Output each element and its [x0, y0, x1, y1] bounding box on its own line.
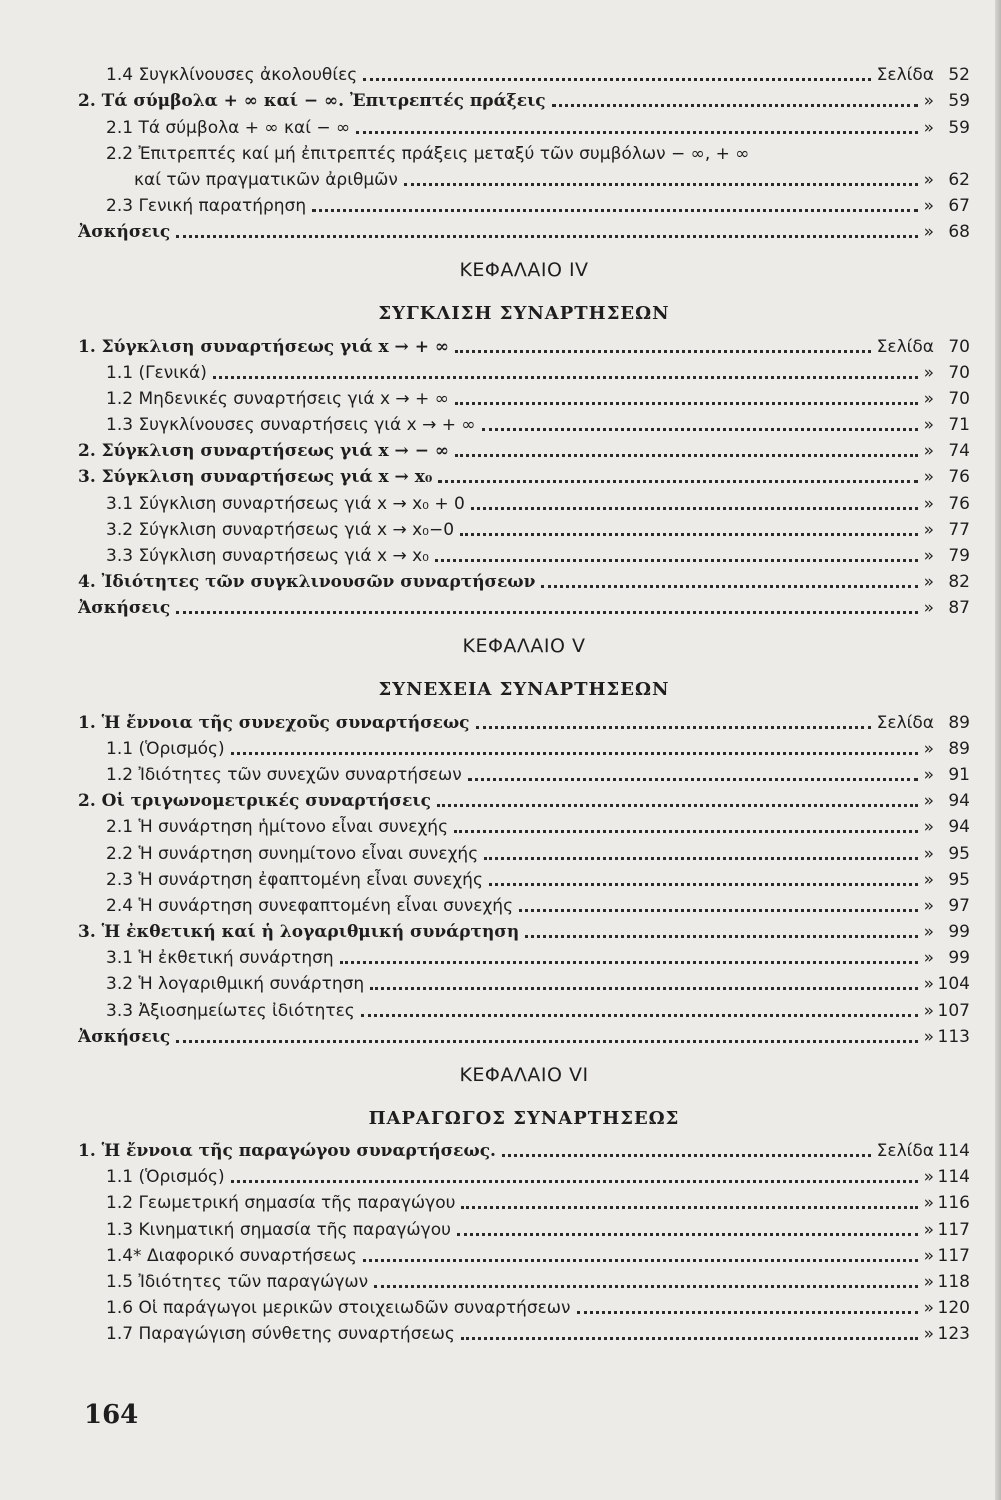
toc-page-number: 99 [948, 922, 970, 943]
toc-page-number: 79 [948, 546, 970, 566]
toc-page-number: 70 [948, 362, 970, 383]
toc-page-number: 59 [948, 91, 970, 112]
toc-page-number: 95 [948, 843, 970, 864]
toc-entry-text: 1.1 (Ὁρισμός) [106, 1167, 225, 1188]
page-label: » [923, 764, 934, 785]
toc-page-number: 91 [948, 764, 970, 785]
toc-page-number: 89 [948, 712, 970, 733]
toc-page-number: 97 [948, 895, 970, 916]
toc-entry [78, 593, 970, 619]
dot-leader [340, 961, 918, 964]
toc-page-number: 95 [948, 869, 970, 890]
toc-entry-text: 3. Ἡ ἐκθετική καί ἡ λογαριθμική συνάρτηση [78, 922, 520, 943]
toc-page-number: 76 [948, 467, 970, 488]
toc-entry [78, 410, 970, 436]
dot-leader [312, 209, 917, 212]
toc-entry [78, 358, 970, 384]
toc-page-number: 82 [948, 572, 970, 593]
toc-entry [78, 60, 970, 86]
toc-entry [78, 1162, 970, 1188]
page-label: Σελίδα [876, 712, 934, 733]
dot-leader [460, 533, 918, 536]
toc-entry [78, 86, 970, 112]
page-label: » [923, 572, 934, 593]
toc-entry-text: 1.3 Συγκλίνουσες συναρτήσεις γιά x → + ∞ [106, 415, 476, 436]
toc-page-number: 89 [948, 738, 970, 759]
page-label: » [923, 1026, 934, 1047]
dot-leader [519, 909, 918, 912]
dot-leader [577, 1311, 918, 1314]
toc-entry [78, 191, 970, 217]
dot-leader [502, 1154, 871, 1157]
dot-leader [437, 804, 918, 807]
toc-entry-text: 2.4 Ἡ συνάρτηση συνεφαπτομένη εἶναι συνεχής [106, 895, 514, 916]
page-label: » [923, 519, 934, 540]
page-label: » [923, 388, 934, 409]
dot-leader [461, 1206, 917, 1209]
page-label: Σελίδα [876, 1141, 934, 1161]
toc-entry-text: 1. Ἡ ἔννοια τῆς συνεχοῦς συναρτήσεως [78, 712, 470, 733]
page-label: » [923, 91, 934, 112]
toc-entry-text: 1.3 Κινηματική σημασία τῆς παραγώγου [106, 1219, 451, 1240]
dot-leader [176, 235, 917, 238]
toc-entry-text: 1.2 Μηδενικές συναρτήσεις γιά x → + ∞ [106, 388, 449, 409]
toc-entry [78, 760, 970, 786]
dot-leader [455, 402, 918, 405]
toc-entry [78, 786, 970, 812]
page-label: » [923, 738, 934, 759]
toc-entry-text: 1.4* Διαφορικό συναρτήσεως [106, 1245, 357, 1266]
toc-entry [78, 515, 970, 541]
toc-entry-text: 3.3 Σύγκλιση συναρτήσεως γιά x → x₀ [106, 546, 429, 566]
toc-page-number: 118 [937, 1271, 970, 1292]
page-label: » [923, 1298, 934, 1319]
page-label: » [923, 1271, 934, 1292]
toc-page-number: 113 [937, 1026, 970, 1047]
dot-leader [461, 1337, 918, 1340]
toc-entry [78, 488, 970, 514]
chapter-heading: ΚΕΦΑΛΑΙΟ VI [459, 1063, 589, 1086]
toc-entry-text: 1.4 Συγκλίνουσες ἀκολουθίες [106, 65, 358, 86]
toc-page-number: 59 [948, 117, 970, 138]
dot-leader [374, 1285, 917, 1288]
toc-entry [78, 943, 970, 969]
page-label: » [923, 222, 934, 243]
page-label: » [923, 467, 934, 488]
toc-entry [78, 1214, 970, 1240]
dot-leader [457, 1233, 918, 1236]
toc-page-number: 99 [948, 948, 970, 969]
toc-page-number: 104 [937, 974, 970, 995]
page-label: » [923, 974, 934, 995]
chapter-title: ΠΑΡΑΓΩΓΟΣ ΣΥΝΑΡΤΗΣΕΩΣ [368, 1107, 680, 1129]
toc-entry-text: 2.3 Ἡ συνάρτηση ἐφαπτομένη εἶναι συνεχής [106, 869, 483, 890]
toc-page-number: 70 [948, 388, 970, 409]
page-label: » [923, 362, 934, 383]
table-of-contents [78, 60, 970, 1345]
dot-leader [489, 883, 918, 886]
toc-page-number: 116 [937, 1193, 970, 1214]
toc-entry [78, 995, 970, 1021]
toc-entry-text: Ἀσκήσεις [78, 598, 171, 619]
toc-entry-text: 1. Ἡ ἔννοια τῆς παραγώγου συναρτήσεως. [78, 1141, 496, 1161]
page-label: » [923, 869, 934, 890]
toc-entry-text: 1.2 Γεωμετρική σημασία τῆς παραγώγου [106, 1193, 456, 1214]
toc-page-number: 68 [948, 222, 970, 243]
dot-leader [356, 131, 917, 134]
toc-entry-text: 3.3 Ἀξιοσημείωτες ἰδιότητες [106, 1000, 355, 1021]
toc-entry-text: 1.5 Ἰδιότητες τῶν παραγώγων [106, 1271, 369, 1292]
dot-leader [176, 611, 917, 614]
dot-leader [455, 350, 871, 353]
dot-leader [454, 830, 918, 833]
toc-page-number: 94 [948, 817, 970, 838]
toc-entry [78, 1319, 970, 1345]
chapter-title: ΣΥΓΚΛΙΣΗ ΣΥΝΑΡΤΗΣΕΩΝ [378, 303, 670, 325]
toc-page-number: 71 [948, 415, 970, 436]
toc-page-number: 87 [948, 598, 970, 619]
toc-entry [78, 1241, 970, 1267]
toc-page-number: 123 [937, 1324, 970, 1345]
page-label: » [923, 493, 934, 514]
toc-entry [78, 1136, 970, 1162]
toc-entry-text: 3.1 Ἡ ἐκθετική συνάρτηση [106, 948, 334, 969]
toc-page-number: 52 [948, 65, 970, 86]
toc-entry [78, 384, 970, 410]
dot-leader [370, 987, 917, 990]
toc-entry-line [78, 139, 970, 165]
page-label: » [923, 817, 934, 838]
dot-leader [484, 857, 917, 860]
toc-page-number: 70 [948, 336, 970, 357]
toc-entry [78, 917, 970, 943]
dot-leader [213, 376, 918, 379]
page-label: » [923, 1219, 934, 1240]
toc-page-number: 117 [937, 1219, 970, 1240]
toc-entry [78, 838, 970, 864]
toc-entry-text: 2. Σύγκλιση συναρτήσεως γιά x → − ∞ [78, 441, 450, 462]
toc-entry-text: 2.1 Ἡ συνάρτηση ἡμίτονο εἶναι συνεχής [106, 817, 449, 838]
toc-entry-text: Ἀσκήσεις [78, 222, 171, 243]
toc-entry-text: 3.2 Σύγκλιση συναρτήσεως γιά x → x₀−0 [106, 519, 455, 540]
dot-leader [455, 454, 918, 457]
toc-entry [78, 969, 970, 995]
page-edge-shadow [995, 0, 1001, 1500]
toc-entry-text: Ἀσκήσεις [78, 1026, 171, 1047]
page-number: 164 [84, 1400, 139, 1430]
page-label: Σελίδα [876, 65, 934, 86]
toc-entry-text: 3. Σύγκλιση συναρτήσεως γιά x → x₀ [78, 467, 433, 488]
chapter-heading: ΚΕΦΑΛΑΙΟ IV [459, 259, 589, 282]
toc-entry-text: 1.2 Ἰδιότητες τῶν συνεχῶν συναρτήσεων [106, 764, 462, 785]
toc-entry [78, 567, 970, 593]
dot-leader [552, 104, 918, 107]
toc-entry [78, 891, 970, 917]
page-label: » [923, 922, 934, 943]
toc-entry-text: 1.7 Παραγώγιση σύνθετης συναρτήσεως [106, 1324, 455, 1345]
toc-entry-text: 4. Ἰδιότητες τῶν συγκλινουσῶν συναρτήσεων [78, 572, 536, 593]
toc-page-number: 94 [948, 791, 970, 812]
toc-entry [78, 1267, 970, 1293]
page-label: » [923, 843, 934, 864]
toc-page-number: 114 [937, 1167, 970, 1188]
toc-page-number: 74 [948, 441, 970, 462]
toc-entry-text: 1.1 (Ὁρισμός) [106, 738, 225, 759]
dot-leader [476, 726, 871, 729]
page-label: » [923, 1167, 934, 1188]
page-label: » [923, 169, 934, 190]
page-label: » [923, 441, 934, 462]
toc-entry [78, 436, 970, 462]
dot-leader [525, 935, 917, 938]
toc-entry-text: 2.1 Τά σύμβολα + ∞ καί − ∞ [106, 117, 351, 138]
page-label: » [923, 1245, 934, 1266]
toc-entry-text: 1.6 Οἱ παράγωγοι μερικῶν στοιχειωδῶν συναρτήσεων [106, 1298, 571, 1319]
toc-page-number: 107 [937, 1000, 970, 1021]
toc-entry [78, 1022, 970, 1048]
toc-page-number: 117 [937, 1245, 970, 1266]
page-label: » [923, 546, 934, 566]
toc-entry [78, 707, 970, 733]
toc-entry [78, 812, 970, 838]
page-label: » [923, 895, 934, 916]
page-label: » [923, 1193, 934, 1214]
dot-leader [361, 1014, 918, 1017]
toc-entry-text: 3.2 Ἡ λογαριθμική συνάρτηση [106, 974, 365, 995]
dot-leader [468, 778, 918, 781]
dot-leader [404, 183, 918, 186]
page-label: » [923, 196, 934, 217]
dot-leader [363, 78, 870, 81]
page-label: » [923, 117, 934, 138]
toc-entry-text: 2.2 Ἡ συνάρτηση συνημίτονο εἶναι συνεχής [106, 843, 479, 864]
toc-entry-text: καί τῶν πραγματικῶν ἀριθμῶν [134, 169, 398, 190]
toc-page-number: 62 [948, 169, 970, 190]
toc-page-number: 120 [937, 1298, 970, 1319]
page-label: Σελίδα [876, 336, 934, 357]
toc-page-number: 76 [948, 493, 970, 514]
toc-entry [78, 462, 970, 488]
toc-entry-text: 2. Οἱ τριγωνομετρικές συναρτήσεις [78, 791, 431, 812]
toc-entry [78, 217, 970, 243]
dot-leader [363, 1259, 918, 1262]
toc-entry [78, 331, 970, 357]
toc-entry [78, 734, 970, 760]
toc-entry-text: 1. Σύγκλιση συναρτήσεως γιά x → + ∞ [78, 336, 450, 357]
toc-entry [78, 1188, 970, 1214]
page-label: » [923, 598, 934, 619]
page-label: » [923, 1000, 934, 1021]
toc-entry-text: 2.3 Γενική παρατήρηση [106, 196, 307, 217]
dot-leader [482, 428, 918, 431]
chapter-heading: ΚΕΦΑΛΑΙΟ V [462, 635, 586, 658]
dot-leader [438, 480, 917, 483]
page-label: » [923, 1324, 934, 1345]
dot-leader [231, 1180, 918, 1183]
toc-page-number: 114 [937, 1141, 970, 1161]
dot-leader [231, 752, 918, 755]
toc-entry [78, 865, 970, 891]
toc-page-number: 67 [948, 196, 970, 217]
page-label: » [923, 791, 934, 812]
toc-entry-text: 1.1 (Γενικά) [106, 362, 207, 383]
dot-leader [541, 585, 917, 588]
toc-entry [78, 112, 970, 138]
toc-entry [78, 541, 970, 567]
toc-entry [78, 165, 970, 191]
page-label: » [923, 948, 934, 969]
page-label: » [923, 415, 934, 436]
dot-leader [471, 507, 918, 510]
toc-entry-text: 2. Τά σύμβολα + ∞ καί − ∞. Ἐπιτρεπτές πράξεις [78, 91, 546, 112]
dot-leader [176, 1040, 917, 1043]
toc-entry-text: 3.1 Σύγκλιση συναρτήσεως γιά x → x₀ + 0 [106, 493, 465, 514]
toc-entry-text: 2.2 Ἐπιτρεπτές καί μή ἐπιτρεπτές πράξεις μεταξύ τῶν συμβόλων − ∞, + ∞ [106, 143, 750, 164]
toc-entry [78, 1293, 970, 1319]
dot-leader [435, 559, 918, 562]
toc-page-number: 77 [948, 519, 970, 540]
chapter-title: ΣΥΝΕΧΕΙΑ ΣΥΝΑΡΤΗΣΕΩΝ [378, 679, 670, 701]
